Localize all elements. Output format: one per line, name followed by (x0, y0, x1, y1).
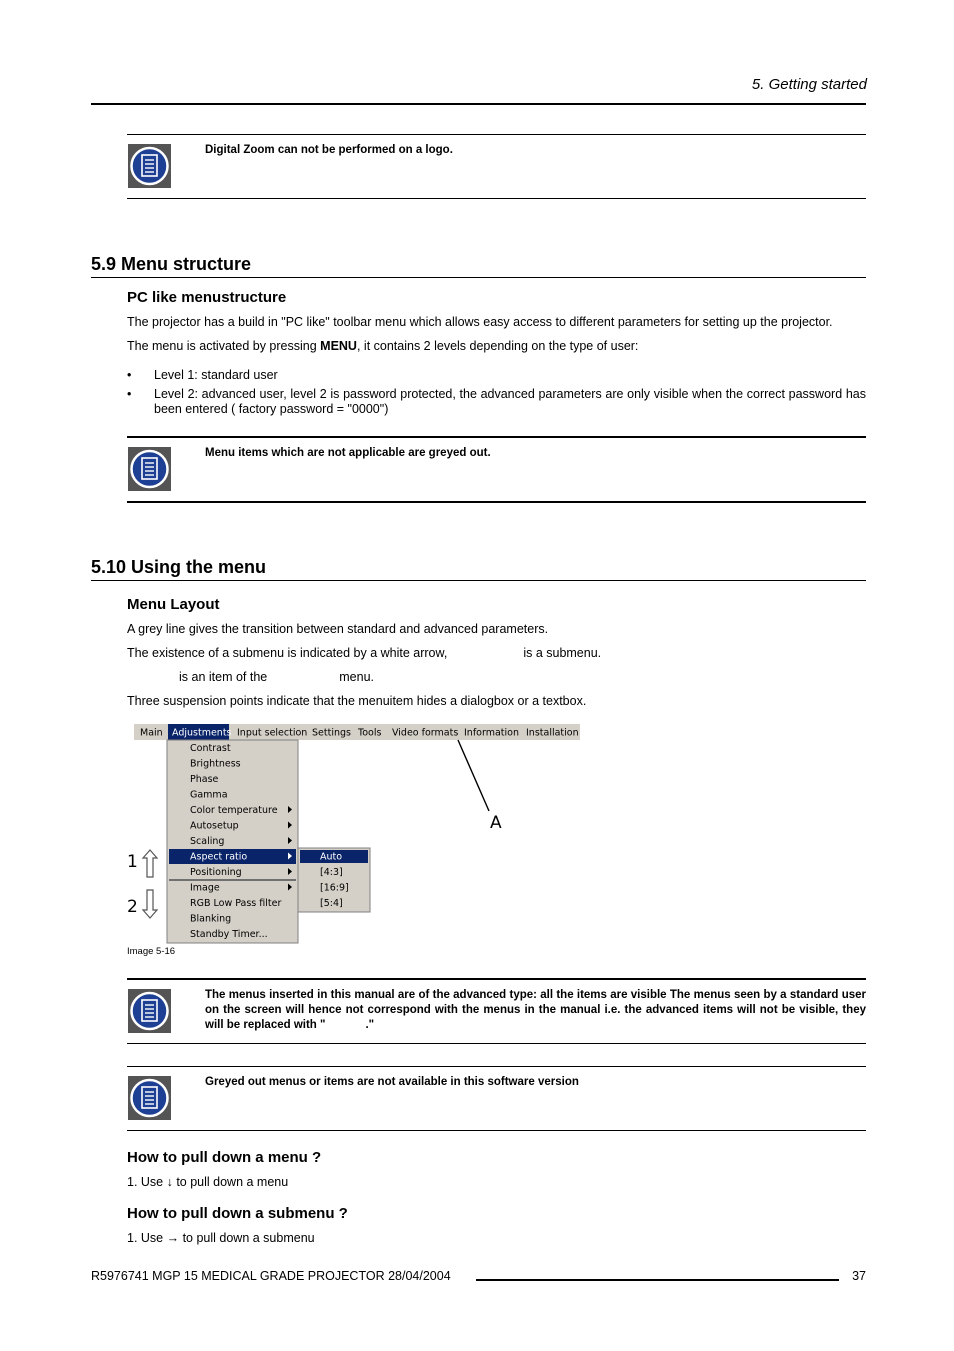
step-item: 1. Use → to pull down a submenu (127, 1231, 315, 1245)
text-span: is an item of the (179, 670, 268, 684)
paragraph (127, 646, 601, 661)
dropdown-menu (167, 740, 298, 943)
note-icon (128, 144, 171, 188)
menubar-item[interactable]: Tools (358, 727, 382, 739)
image-caption: Image 5-16 (127, 946, 176, 957)
menu-key-label: MENU (320, 339, 357, 353)
arrow-up-icon (143, 850, 157, 877)
bullet-mark: • (127, 368, 132, 382)
paragraph: The projector has a build in "PC like" toolbar menu which allows easy access to different parameters for setting up the projector. (127, 315, 833, 329)
callout-line (458, 740, 489, 811)
menu-screenshot (127, 720, 587, 946)
footer-doc-info: R5976741 MGP 15 MEDICAL GRADE PROJECTOR 28/04/2004 (91, 1269, 451, 1283)
note-text: Menu items which are not applicable are greyed out. (205, 447, 491, 459)
menu-item[interactable]: Scaling (190, 836, 225, 847)
note-box (127, 978, 866, 1044)
menu-item[interactable]: Autosetup (190, 820, 239, 832)
menu-item[interactable]: Brightness (190, 758, 241, 770)
page-number: 37 (852, 1269, 866, 1283)
note-box (127, 1066, 866, 1131)
note-box (127, 436, 866, 503)
menubar-item[interactable]: Settings (312, 727, 351, 739)
arrow-down-icon (143, 890, 157, 918)
menubar-item[interactable]: Input selection (237, 727, 308, 739)
list-item-text: Level 2: advanced user, level 2 is password protected, the advanced parameters are only visible when the correct password has been entered ( factory password = "0000") (154, 387, 866, 416)
text-span: The menu is activated by pressing (127, 339, 321, 353)
subsection-title: PC like menustructure (127, 289, 287, 306)
list-item (127, 368, 866, 383)
list-item-text: Level 1: standard user (154, 368, 278, 382)
text-span: menu. (339, 670, 374, 684)
text-span: ." (365, 1019, 375, 1031)
menu-item[interactable]: Image (190, 882, 220, 894)
step-marker: 2 (127, 897, 138, 917)
footer-rule (476, 1279, 839, 1281)
menubar-item[interactable]: Installation (526, 727, 579, 739)
paragraph: A grey line gives the transition between standard and advanced parameters. (127, 622, 549, 636)
paragraph (127, 339, 638, 354)
subsection-title: How to pull down a submenu ? (127, 1205, 348, 1222)
note-text: Digital Zoom can not be performed on a logo. (205, 144, 453, 156)
menu-item[interactable]: Positioning (190, 867, 242, 878)
note-icon (128, 447, 171, 491)
menu-item[interactable]: Contrast (190, 743, 231, 754)
menu-item[interactable]: Gamma (190, 789, 228, 801)
subsection-title: Menu Layout (127, 596, 220, 613)
submenu-item[interactable]: [5:4] (320, 898, 343, 909)
menubar-item[interactable]: Information (464, 727, 519, 739)
menu-item[interactable]: Phase (190, 774, 219, 785)
text-span: , it contains 2 levels depending on the type of user: (356, 339, 639, 353)
note-box (127, 134, 866, 199)
step-item: 1. Use ↓ to pull down a menu (127, 1175, 289, 1189)
section-title: 5.9 Menu structure (91, 254, 866, 278)
submenu-item[interactable]: [4:3] (320, 867, 343, 878)
menubar-item[interactable]: Adjustments (172, 727, 232, 739)
submenu-item[interactable]: [16:9] (320, 882, 349, 894)
note-icon (128, 989, 171, 1033)
submenu-item[interactable]: Auto (320, 851, 343, 863)
text-span: is a submenu. (523, 646, 602, 660)
section-title: 5.10 Using the menu (91, 557, 866, 581)
bullet-mark: • (127, 387, 132, 401)
menubar-item[interactable]: Main (140, 727, 163, 739)
subsection-title: How to pull down a menu ? (127, 1149, 322, 1166)
menu-item[interactable]: Aspect ratio (190, 851, 248, 863)
menu-item[interactable]: Color temperature (190, 805, 278, 816)
text-span: The existence of a submenu is indicated by a white arrow, (127, 646, 448, 660)
note-text (205, 988, 866, 1033)
paragraph: Three suspension points indicate that the menuitem hides a dialogbox or a textbox. (127, 694, 587, 708)
list-item (127, 387, 866, 417)
menu-item[interactable]: Blanking (190, 913, 232, 925)
paragraph (127, 670, 374, 685)
note-text: Greyed out menus or items are not available in this software version (205, 1076, 579, 1088)
menu-item[interactable]: Standby Timer... (190, 929, 268, 940)
menu-item[interactable]: RGB Low Pass filter (190, 898, 282, 909)
header-rule (91, 103, 866, 105)
step-marker: 1 (127, 852, 138, 872)
chapter-header: 5. Getting started (751, 76, 867, 93)
note-icon (128, 1076, 171, 1120)
callout-label: A (490, 813, 502, 833)
menubar-item[interactable]: Video formats (392, 727, 459, 739)
text-span: The menus inserted in this manual are of the advanced type: all the items are visible The menus seen by a standard user on the screen will hence not correspond with the menus in the manual i.e. the advanced items will not be visible, they will be replaced with " (205, 989, 866, 1031)
